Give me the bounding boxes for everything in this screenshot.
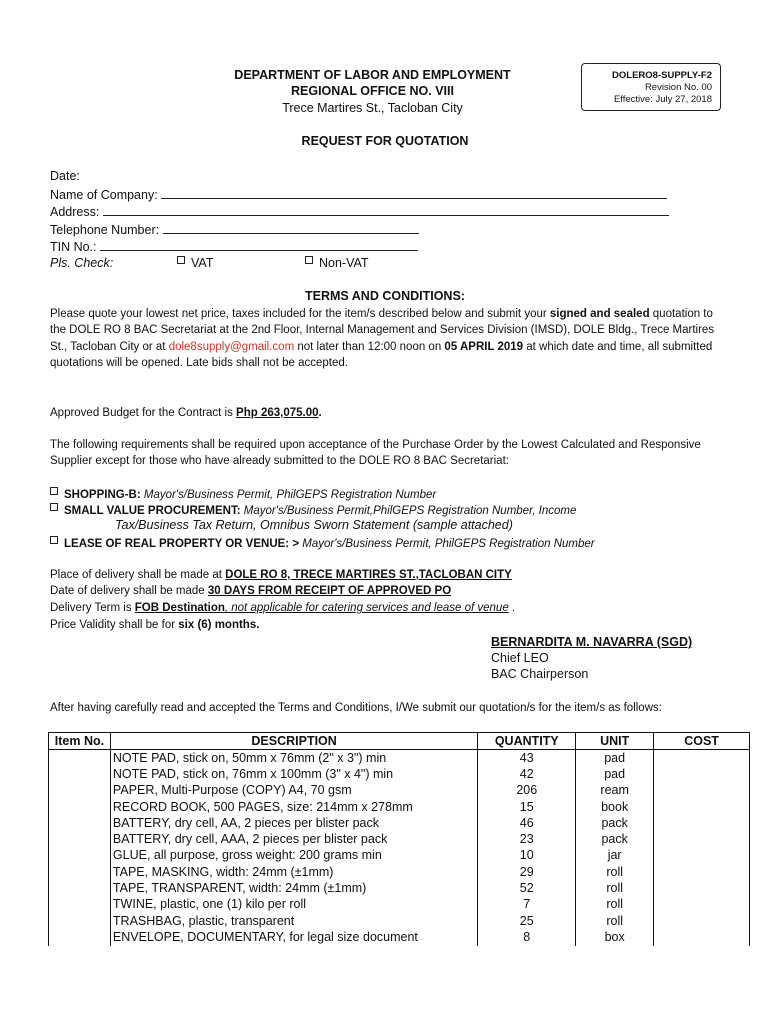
delivery-place xyxy=(50,569,512,581)
unit-cell: roll xyxy=(576,897,654,913)
price-validity-label: Price Validity shall be for xyxy=(50,619,179,631)
telephone-label: Telephone Number: xyxy=(50,223,160,237)
quantity-cell: 206 xyxy=(478,783,576,799)
item-no-cell[interactable] xyxy=(49,750,111,767)
cost-cell[interactable] xyxy=(654,880,750,896)
item-no-cell[interactable] xyxy=(49,831,111,847)
delivery-date-value: 30 DAYS FROM RECEIPT OF APPROVED PO xyxy=(207,585,452,597)
table-row xyxy=(49,750,750,767)
terms-signed-sealed: signed and sealed xyxy=(549,308,650,320)
price-validity-value: six (6) months. xyxy=(178,619,260,631)
acceptance-statement: After having carefully read and accepted the Terms and Conditions, I/We submit our quotation/s for the item/s as follows: xyxy=(50,702,662,714)
cost-cell[interactable] xyxy=(654,897,750,913)
signatory-block xyxy=(491,634,692,682)
office-address: Trece Martires St., Tacloban City xyxy=(282,101,463,115)
table-row xyxy=(49,783,750,799)
description-cell: ENVELOPE, DOCUMENTARY, for legal size document xyxy=(110,929,477,945)
delivery-term-value: FOB Destination xyxy=(134,602,225,614)
item-no-cell[interactable] xyxy=(49,913,111,929)
requirement-text: Mayor's/Business Permit,PhilGEPS Registration Number, Income xyxy=(243,505,577,517)
table-row xyxy=(49,913,750,929)
requirement-svp-cont xyxy=(115,518,513,532)
requirement-text-cont: Tax/Business Tax Return, Omnibus Sworn Statement (sample attached) xyxy=(115,518,513,532)
tin-field xyxy=(50,238,418,254)
requirement-label: SHOPPING-B: xyxy=(64,489,144,501)
cost-cell[interactable] xyxy=(654,750,750,767)
description-cell: TAPE, TRANSPARENT, width: 24mm (±1mm) xyxy=(110,880,477,896)
nonvat-option[interactable] xyxy=(305,256,369,270)
terms-heading: TERMS AND CONDITIONS: xyxy=(305,289,465,303)
header-item-no: Item No. xyxy=(49,733,111,750)
price-validity xyxy=(50,619,259,631)
quantity-cell: 10 xyxy=(478,848,576,864)
terms-paragraph xyxy=(50,306,720,372)
table-row xyxy=(49,799,750,815)
date-field xyxy=(50,169,80,183)
delivery-term-note: , not applicable for catering services and lease of venue xyxy=(224,602,509,614)
agency-name: DEPARTMENT OF LABOR AND EMPLOYMENT xyxy=(234,68,511,82)
delivery-term-label: Delivery Term is xyxy=(50,602,135,614)
header-unit: UNIT xyxy=(576,733,654,750)
unit-cell: roll xyxy=(576,880,654,896)
terms-text-4: at which date and time, all submitted quotations will be opened. Late bids shall not be accepted. xyxy=(50,340,713,370)
description-cell: BATTERY, dry cell, AA, 2 pieces per blister pack xyxy=(110,815,477,831)
deadline-date: 05 APRIL 2019 xyxy=(444,340,524,353)
quantity-cell: 8 xyxy=(478,929,576,945)
item-no-cell[interactable] xyxy=(49,766,111,782)
cost-cell[interactable] xyxy=(654,848,750,864)
requirement-text: Mayor's/Business Permit, PhilGEPS Registration Number xyxy=(302,538,595,550)
effective-date: Effective: July 27, 2018 xyxy=(613,94,712,105)
cost-cell[interactable] xyxy=(654,783,750,799)
revision-number: Revision No. 00 xyxy=(644,82,712,93)
unit-cell: jar xyxy=(576,848,654,864)
unit-cell: pad xyxy=(576,766,654,782)
header-cost: COST xyxy=(654,733,750,750)
description-cell: TRASHBAG, plastic, transparent xyxy=(110,913,477,929)
address-input-line[interactable] xyxy=(103,203,669,216)
unit-cell: roll xyxy=(576,913,654,929)
delivery-term-end: . xyxy=(508,602,516,614)
tin-input-line[interactable] xyxy=(100,238,418,251)
unit-cell: book xyxy=(576,799,654,815)
unit-cell: roll xyxy=(576,864,654,880)
requirement-label: LEASE OF REAL PROPERTY OR VENUE: > xyxy=(64,538,303,550)
quantity-cell: 25 xyxy=(478,913,576,929)
vat-checkbox[interactable] xyxy=(177,256,185,264)
regional-office: REGIONAL OFFICE NO. VIII xyxy=(291,84,454,98)
requirement-label: SMALL VALUE PROCUREMENT: xyxy=(64,505,244,517)
quantity-cell: 52 xyxy=(478,880,576,896)
quantity-cell: 29 xyxy=(478,864,576,880)
description-cell: PAPER, Multi-Purpose (COPY) A4, 70 gsm xyxy=(110,783,477,799)
company-input-line[interactable] xyxy=(161,186,667,199)
budget-end: . xyxy=(318,407,322,419)
requirement-lease xyxy=(50,536,595,550)
cost-cell[interactable] xyxy=(654,831,750,847)
unit-cell: pad xyxy=(576,750,654,767)
description-cell: NOTE PAD, stick on, 76mm x 100mm (3" x 4") min xyxy=(110,766,477,782)
address-field xyxy=(50,203,669,219)
table-row xyxy=(49,766,750,782)
terms-text-3: not later than 12:00 noon on xyxy=(294,340,445,353)
terms-text-1: Please quote your lowest net price, taxes included for the item/s described below and submit your xyxy=(50,308,550,320)
bullet-box-icon xyxy=(50,503,58,511)
unit-cell: pack xyxy=(576,831,654,847)
delivery-place-label: Place of delivery shall be made at xyxy=(50,569,226,581)
nonvat-checkbox[interactable] xyxy=(305,256,313,264)
description-cell: TAPE, MASKING, width: 24mm (±1mm) xyxy=(110,864,477,880)
email-link[interactable]: dole8supply@gmail.com xyxy=(168,340,295,353)
nonvat-label: Non-VAT xyxy=(319,256,369,270)
table-row xyxy=(49,831,750,847)
bullet-box-icon xyxy=(50,487,58,495)
document-code-box xyxy=(581,63,721,111)
delivery-place-value: DOLE RO 8, TRECE MARTIRES ST.,TACLOBAN CITY xyxy=(225,569,512,581)
cost-cell[interactable] xyxy=(654,913,750,929)
description-cell: NOTE PAD, stick on, 50mm x 76mm (2" x 3") min xyxy=(110,750,477,767)
delivery-date xyxy=(50,585,451,597)
item-no-cell[interactable] xyxy=(49,929,111,945)
item-no-cell[interactable] xyxy=(49,880,111,896)
table-header-row xyxy=(49,733,750,750)
telephone-field xyxy=(50,221,419,237)
unit-cell: ream xyxy=(576,783,654,799)
delivery-term xyxy=(50,602,515,614)
table-row xyxy=(49,897,750,913)
cost-cell[interactable] xyxy=(654,766,750,782)
cost-cell[interactable] xyxy=(654,864,750,880)
vat-label: VAT xyxy=(191,256,214,270)
approved-budget xyxy=(50,405,720,421)
terms-text-2: quotation to the DOLE RO 8 BAC Secretariat at the 2nd Floor, Internal Management and Services Division (IMSD), DOLE Bldg., Trece Martires St., Tacloban City or at xyxy=(50,308,715,353)
cost-cell[interactable] xyxy=(654,815,750,831)
table-row xyxy=(49,880,750,896)
item-no-cell[interactable] xyxy=(49,783,111,799)
item-no-cell[interactable] xyxy=(49,864,111,880)
quantity-cell: 23 xyxy=(478,831,576,847)
table-row xyxy=(49,864,750,880)
tin-label: TIN No.: xyxy=(50,240,97,254)
quantity-cell: 46 xyxy=(478,815,576,831)
date-label: Date: xyxy=(50,169,80,183)
table-row xyxy=(49,815,750,831)
address-label: Address: xyxy=(50,205,100,219)
unit-cell: pack xyxy=(576,815,654,831)
company-label: Name of Company: xyxy=(50,188,158,202)
vat-option[interactable] xyxy=(177,256,213,270)
item-no-cell[interactable] xyxy=(49,848,111,864)
bullet-box-icon xyxy=(50,536,58,544)
description-cell: RECORD BOOK, 500 PAGES, size: 214mm x 278mm xyxy=(110,799,477,815)
items-table xyxy=(48,732,750,946)
header-description: DESCRIPTION xyxy=(110,733,477,750)
signatory-position: BAC Chairperson xyxy=(491,667,589,681)
quantity-cell: 42 xyxy=(478,766,576,782)
requirements-intro: The following requirements shall be required upon acceptance of the Purchase Order by the Lowest Calculated and Responsive Supplier except for those who have already submitted to the DOLE RO 8 BAC Secretariat: xyxy=(50,439,701,468)
page-title: REQUEST FOR QUOTATION xyxy=(301,134,469,148)
signatory-title: Chief LEO xyxy=(491,651,549,665)
quantity-cell: 7 xyxy=(478,897,576,913)
document-code: DOLERO8-SUPPLY-F2 xyxy=(612,70,712,81)
cost-cell[interactable] xyxy=(654,799,750,815)
header-quantity: QUANTITY xyxy=(478,733,576,750)
table-row xyxy=(49,848,750,864)
cost-cell[interactable] xyxy=(654,929,750,945)
delivery-date-label: Date of delivery shall be made xyxy=(50,585,208,597)
description-cell: TWINE, plastic, one (1) kilo per roll xyxy=(110,897,477,913)
quantity-cell: 43 xyxy=(478,750,576,767)
requirement-shopping xyxy=(50,487,436,501)
signatory-name: BERNARDITA M. NAVARRA (SGD) xyxy=(491,635,693,649)
quantity-cell: 15 xyxy=(478,799,576,815)
requirement-text: Mayor's/Business Permit, PhilGEPS Registration Number xyxy=(143,489,437,501)
requirement-svp xyxy=(50,503,576,517)
item-no-cell[interactable] xyxy=(49,897,111,913)
budget-value: Php 263,075.00 xyxy=(236,407,319,419)
description-cell: BATTERY, dry cell, AAA, 2 pieces per blister pack xyxy=(110,831,477,847)
item-no-cell[interactable] xyxy=(49,815,111,831)
unit-cell: box xyxy=(576,929,654,945)
company-field xyxy=(50,186,667,202)
budget-label: Approved Budget for the Contract is xyxy=(50,407,237,419)
check-label: Pls. Check: xyxy=(50,256,114,270)
telephone-input-line[interactable] xyxy=(163,221,419,234)
description-cell: GLUE, all purpose, gross weight: 200 grams min xyxy=(110,848,477,864)
table-row xyxy=(49,929,750,945)
item-no-cell[interactable] xyxy=(49,799,111,815)
